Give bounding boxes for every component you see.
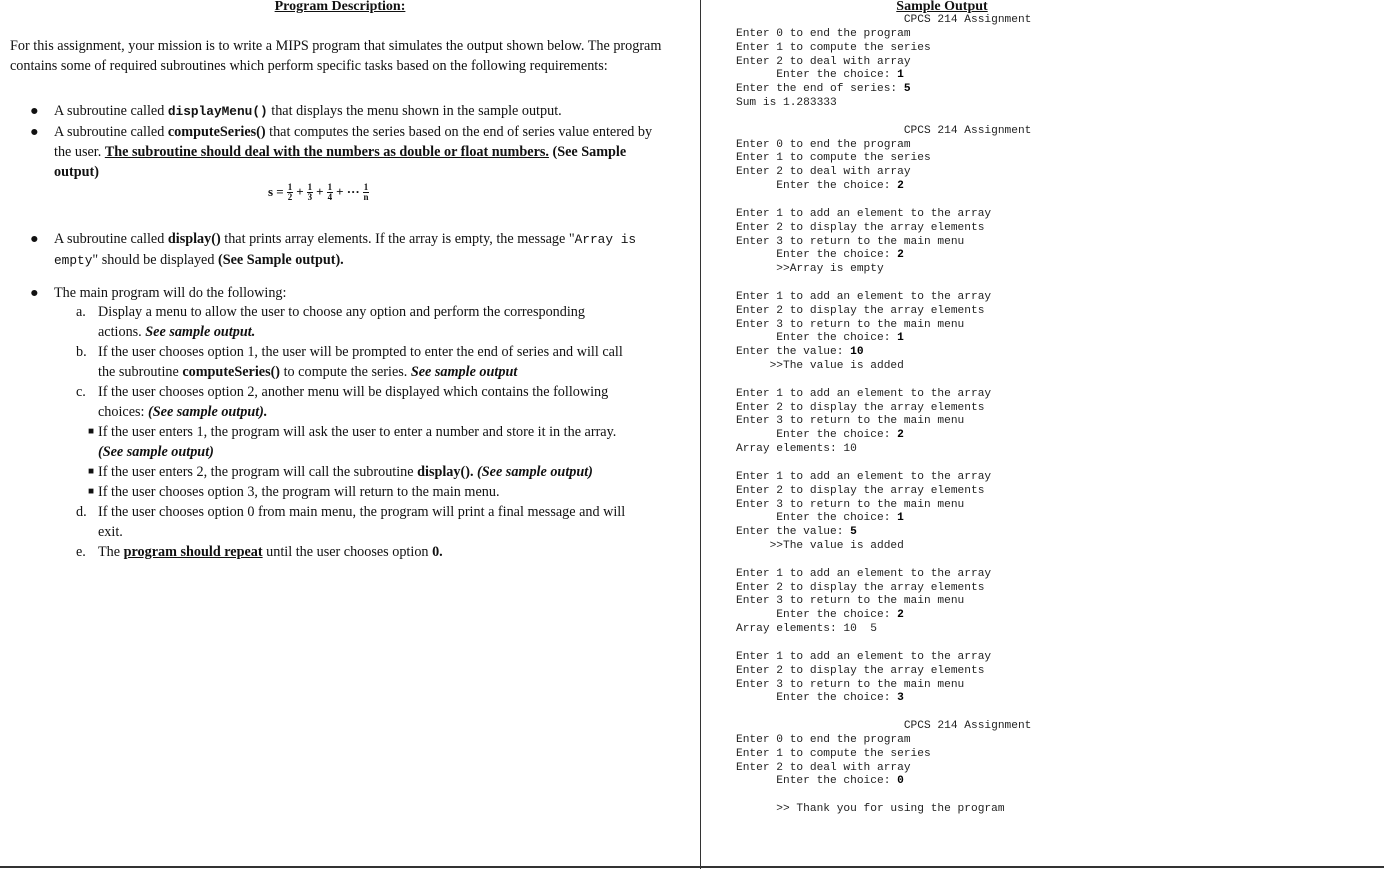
fraction-1-4: $\frac{1}{4}$ bbox=[327, 181, 333, 202]
series-formula: s = $\frac{1}{2}$ + $\frac{1}{3}$ + $\frac{1}{4}$ + ··· $\frac{1}{n}$ bbox=[268, 181, 369, 202]
output-line: Enter the choice: 2 bbox=[736, 429, 904, 442]
intro-paragraph: For this assignment, your mission is to write a MIPS program that simulates the output shown below. The program contains some of required subroutines which perform specific tasks based on the following requirements: bbox=[10, 38, 662, 74]
output-line: Enter 3 to return to the main menu bbox=[736, 498, 965, 511]
output-line: Enter 2 to display the array elements bbox=[736, 664, 985, 677]
output-line: Enter the value: 10 bbox=[736, 346, 864, 359]
step-c-sub-1: ■ If the user enters 1, the program will ask the user to enter a number and store it in the array. (See sample output) bbox=[88, 424, 617, 460]
user-input-value: 1 bbox=[897, 512, 904, 525]
requirement-display-menu: ● A subroutine called displayMenu() that displays the menu shown in the sample output. bbox=[30, 103, 562, 119]
output-line: Enter 1 to compute the series bbox=[736, 41, 931, 54]
user-input-value: 3 bbox=[897, 692, 904, 705]
output-line: Enter the choice: 2 bbox=[736, 609, 904, 622]
output-line: Enter the choice: 2 bbox=[736, 180, 904, 193]
output-line: Enter 2 to deal with array bbox=[736, 761, 911, 774]
output-line: Enter 0 to end the program bbox=[736, 138, 911, 151]
output-line: Enter 1 to add an element to the array bbox=[736, 470, 992, 483]
output-line: Enter 2 to display the array elements bbox=[736, 304, 985, 317]
output-line: Enter the choice: 0 bbox=[736, 775, 904, 788]
requirement-main-program: ● The main program will do the following: bbox=[30, 285, 287, 301]
main-program-steps bbox=[10, 302, 630, 562]
step-c: c. If the user chooses option 2, another menu will be displayed which contains the following choices: (See sample output). ■ If the user enters 1, the program will ask the user to enter a number and store it in the array. (See sample output) ■ If the user enters 2, the program will call the subroutine display(). (See sample output) ■ If the user chooses option 3, the program will return to the main menu. bbox=[10, 382, 630, 502]
output-line: >> Thank you for using the program bbox=[736, 803, 1005, 816]
output-line: Enter the choice: 1 bbox=[736, 512, 904, 525]
output-line: Enter 2 to deal with array bbox=[736, 55, 911, 68]
output-line: Enter the choice: 1 bbox=[736, 332, 904, 345]
program-description-title: Program Description: bbox=[274, 0, 406, 14]
user-input-value: 5 bbox=[850, 526, 857, 539]
user-input-value: 1 bbox=[897, 332, 904, 345]
bullet-icon: ● bbox=[30, 103, 39, 119]
output-line bbox=[736, 554, 1031, 568]
output-line: Array elements: 10 bbox=[736, 443, 857, 456]
user-input-value: 2 bbox=[897, 429, 904, 442]
output-line: Enter 1 to add an element to the array bbox=[736, 290, 992, 303]
output-line bbox=[736, 457, 1031, 471]
output-line: Enter 3 to return to the main menu bbox=[736, 678, 965, 691]
step-c-sub-3: ■ If the user chooses option 3, the program will return to the main menu. bbox=[88, 484, 500, 500]
bullet-icon: ● bbox=[30, 231, 39, 247]
output-line: CPCS 214 Assignment bbox=[736, 124, 1032, 137]
square-bullet-icon: ■ bbox=[88, 486, 95, 497]
column-divider bbox=[700, 0, 701, 869]
output-line: Enter the value: 5 bbox=[736, 526, 857, 539]
output-line: Enter 1 to add an element to the array bbox=[736, 567, 992, 580]
output-line bbox=[736, 111, 1031, 125]
output-line: Enter 1 to add an element to the array bbox=[736, 650, 992, 663]
step-d: d. If the user chooses option 0 from main menu, the program will print a final message and will exit. bbox=[76, 504, 626, 540]
sample-output-terminal bbox=[736, 14, 1031, 817]
bottom-rule bbox=[0, 866, 1384, 868]
output-line: Enter the choice: 3 bbox=[736, 692, 904, 705]
output-line bbox=[736, 706, 1031, 720]
output-line: >>The value is added bbox=[736, 540, 904, 553]
output-line: Enter 3 to return to the main menu bbox=[736, 235, 965, 248]
bullet-icon: ● bbox=[30, 124, 39, 140]
user-input-value: 2 bbox=[897, 249, 904, 262]
output-line: CPCS 214 Assignment bbox=[736, 720, 1032, 733]
step-a: a. Display a menu to allow the user to choose any option and perform the corresponding actions. See sample output. bbox=[76, 304, 585, 340]
output-line: Enter 0 to end the program bbox=[736, 27, 911, 40]
step-c-sub-2: ■ If the user enters 2, the program will call the subroutine display(). (See sample output) bbox=[88, 464, 593, 480]
user-input-value: 2 bbox=[897, 609, 904, 622]
requirement-compute-series: ● A subroutine called computeSeries() that computes the series based on the end of series value entered by the user. The subroutine should deal with the numbers as double or float numbers. (See Sample output) bbox=[30, 124, 653, 180]
output-line bbox=[736, 637, 1031, 651]
output-line: Enter 2 to display the array elements bbox=[736, 581, 985, 594]
output-line: Enter 1 to compute the series bbox=[736, 152, 931, 165]
output-line bbox=[736, 789, 1031, 803]
output-line: Enter 1 to compute the series bbox=[736, 747, 931, 760]
output-line: Enter 2 to deal with array bbox=[736, 166, 911, 179]
user-input-value: 5 bbox=[903, 83, 911, 96]
user-input-value: 0 bbox=[897, 775, 904, 788]
requirements-list bbox=[10, 101, 670, 182]
user-input-value: 2 bbox=[897, 180, 904, 193]
output-line: Enter 1 to add an element to the array bbox=[736, 387, 992, 400]
output-line: Enter 2 to display the array elements bbox=[736, 401, 985, 414]
square-bullet-icon: ■ bbox=[88, 466, 95, 477]
step-e: e. The program should repeat until the user chooses option 0. bbox=[76, 544, 443, 560]
output-line bbox=[736, 277, 1031, 291]
bullet-icon: ● bbox=[30, 285, 39, 301]
output-line: >>Array is empty bbox=[736, 263, 884, 276]
fraction-1-n: $\frac{1}{n}$ bbox=[363, 181, 369, 202]
output-line: Enter 3 to return to the main menu bbox=[736, 595, 965, 608]
user-input-value: 1 bbox=[897, 69, 904, 82]
output-line: Enter 0 to end the program bbox=[736, 733, 911, 746]
fraction-1-3: $\frac{1}{3}$ bbox=[307, 181, 313, 202]
fraction-1-2: $\frac{1}{2}$ bbox=[287, 181, 293, 202]
output-line bbox=[736, 374, 1031, 388]
output-line: Enter the end of series: 5 bbox=[736, 83, 911, 96]
output-line: Enter 2 to display the array elements bbox=[736, 484, 985, 497]
requirements-list-main bbox=[10, 283, 670, 303]
output-line: Enter 3 to return to the main menu bbox=[736, 415, 965, 428]
output-line: Enter the choice: 2 bbox=[736, 249, 904, 262]
requirement-display: ● A subroutine called display() that prints array elements. If the array is empty, the message "Array is empty" should be displayed (See Sample output). bbox=[30, 231, 637, 268]
user-input-value: 10 bbox=[850, 346, 864, 359]
square-bullet-icon: ■ bbox=[88, 426, 95, 437]
output-line bbox=[736, 194, 1031, 208]
sample-output-title: Sample Output bbox=[896, 0, 988, 14]
output-line: Enter 1 to add an element to the array bbox=[736, 207, 992, 220]
output-line: Array elements: 10 5 bbox=[736, 623, 877, 636]
output-line: Enter 2 to display the array elements bbox=[736, 221, 985, 234]
output-line: Enter 3 to return to the main menu bbox=[736, 318, 965, 331]
step-b: b. If the user chooses option 1, the user will be prompted to enter the end of series and will call the subroutine computeSeries() to compute the series. See sample output bbox=[76, 344, 623, 380]
output-line: >>The value is added bbox=[736, 360, 904, 373]
output-line: Sum is 1.283333 bbox=[736, 97, 837, 110]
output-line: Enter the choice: 1 bbox=[736, 69, 904, 82]
requirements-list-continued bbox=[10, 229, 670, 271]
output-line: CPCS 214 Assignment bbox=[736, 14, 1032, 26]
